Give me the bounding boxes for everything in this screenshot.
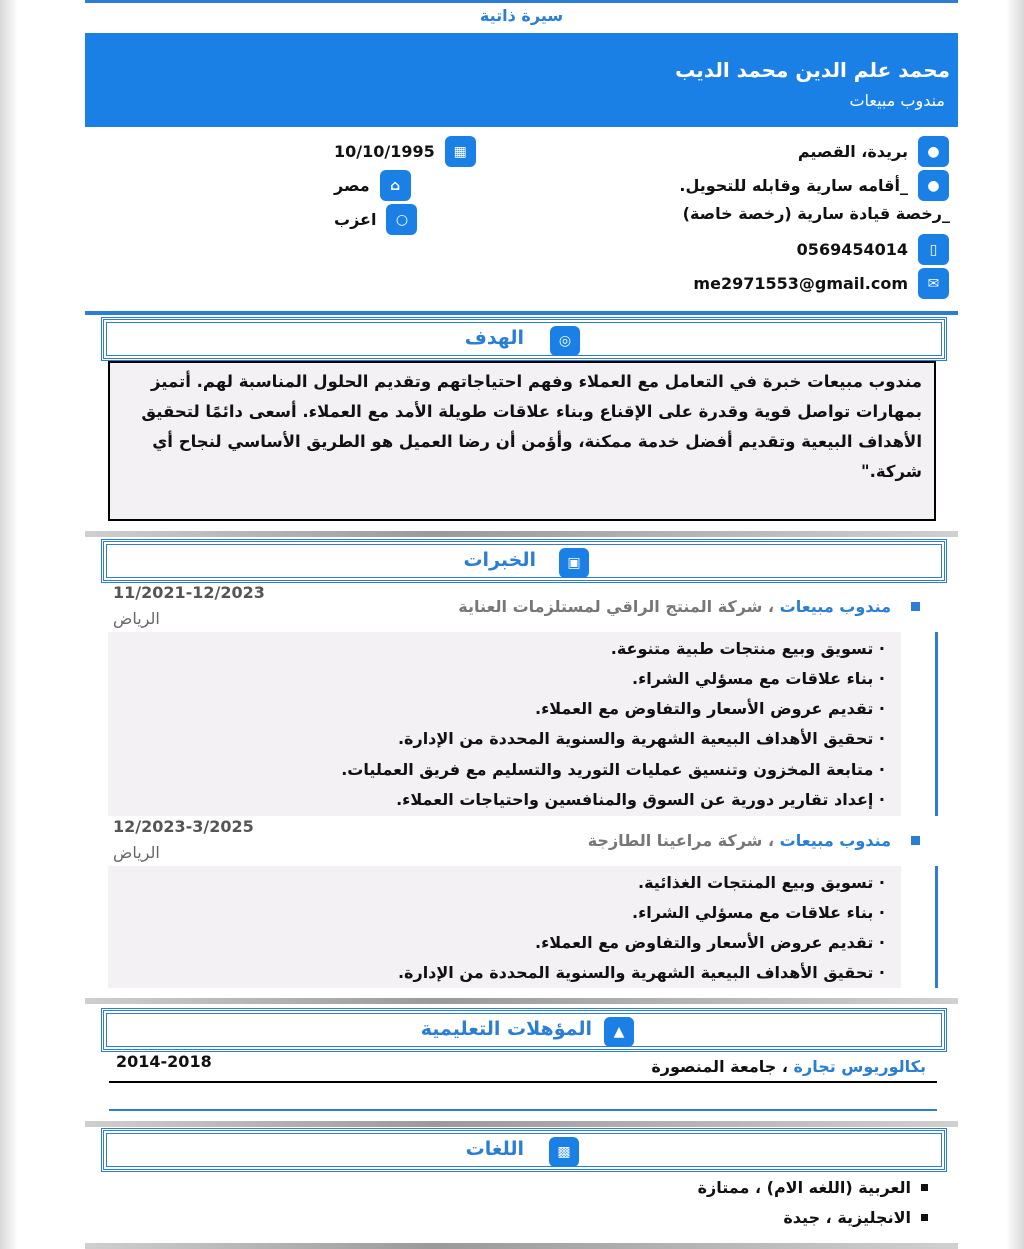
job-company: ، شركة المنتج الراقي لمستلزمات العناية xyxy=(458,597,775,616)
language-icon: ▩ xyxy=(549,1137,579,1167)
info-email-text[interactable]: me2971553@gmail.com xyxy=(693,274,908,293)
language-item xyxy=(783,1208,928,1227)
education-entry xyxy=(651,1057,926,1076)
duty-item: · تحقيق الأهداف البيعية الشهرية والسنوية المحددة من الإدارة. xyxy=(397,729,885,748)
bullet-icon xyxy=(921,1184,928,1191)
duty-item: · إعداد تقارير دورية عن السوق والمنافسين واحتياجات العملاء. xyxy=(396,790,885,809)
education-rule xyxy=(109,1109,937,1111)
experience-header xyxy=(101,539,947,583)
languages-header xyxy=(101,1128,947,1172)
section-divider xyxy=(85,1121,958,1127)
page-right-shadow xyxy=(1006,0,1024,1249)
section-divider xyxy=(85,531,958,537)
language-text: العربية (اللغه الام) ، ممتازة xyxy=(697,1178,911,1197)
job-duties-1 xyxy=(108,632,901,816)
page-left-shadow xyxy=(0,0,18,1249)
experience-title: الخبرات xyxy=(463,549,536,571)
info-birthdate xyxy=(334,136,476,167)
duty-item: · تحقيق الأهداف البيعية الشهرية والسنوية المحددة من الإدارة. xyxy=(397,963,885,982)
document-title: سيرة ذاتية xyxy=(479,6,564,25)
education-degree: بكالوريوس تجارة xyxy=(793,1057,926,1076)
info-nationality xyxy=(334,170,411,201)
job-company: ، شركة مراعينا الطازجة xyxy=(587,831,775,850)
briefcase-icon: ▣ xyxy=(559,548,589,578)
objective-text: مندوب مبيعات خبرة في التعامل مع العملاء وفهم احتياجاتهم وتقديم الحلول المناسبة لهم. أتميز بمهارات تواصل قوية وقدرة على الإقناع وبناء علاقات طويلة الأمد مع العملاء. أسعى دائمًا لتحقيق الأهداف البيعية وتقديم أفضل خدمة ممكنة، وأؤمن أن رضا العميل هو الطريق الأساسي لنجاح أي شركة." xyxy=(108,361,936,521)
job-dates: 11/2021-12/2023 xyxy=(113,583,265,602)
info-email xyxy=(693,268,949,299)
info-license xyxy=(683,204,950,223)
location-pin-icon: ● xyxy=(918,136,949,167)
duty-item: · بناء علاقات مع مسؤلي الشراء. xyxy=(631,903,885,922)
resume-sheet xyxy=(85,0,958,1249)
job-bullet xyxy=(911,836,920,845)
home-icon: ⌂ xyxy=(380,170,411,201)
job-role: مندوب مبيعات xyxy=(779,597,891,616)
location-pin-icon: ● xyxy=(918,170,949,201)
candidate-name: محمد علم الدين محمد الديب xyxy=(675,58,950,82)
job-title-2 xyxy=(588,831,891,850)
job-dates: 12/2023-3/2025 xyxy=(113,817,254,836)
info-marital-text: اعزب xyxy=(334,210,377,229)
info-phone xyxy=(797,234,949,265)
education-dates: 2014-2018 xyxy=(116,1052,212,1071)
info-residency xyxy=(679,170,949,201)
education-title: المؤهلات التعليمية xyxy=(420,1018,592,1040)
education-school: ، جامعة المنصورة xyxy=(651,1057,788,1076)
duties-rule xyxy=(935,632,938,816)
duty-item: · بناء علاقات مع مسؤلي الشراء. xyxy=(631,669,885,688)
duty-item: · تسويق وبيع منتجات طبية متنوعة. xyxy=(610,639,885,658)
section-divider xyxy=(85,1243,958,1249)
info-license-text: _رخصة قيادة سارية (رخصة خاصة) xyxy=(682,204,950,223)
objective-title: الهدف xyxy=(464,327,524,349)
info-nationality-text: مصر xyxy=(334,176,370,195)
mail-icon: ✉ xyxy=(918,268,949,299)
duty-item: · تقديم عروض الأسعار والتفاوض مع العملاء. xyxy=(534,699,885,718)
objective-header-frame xyxy=(106,322,942,356)
info-location-text: بريدة، القصيم xyxy=(797,142,908,161)
languages-title: اللغات xyxy=(465,1138,524,1160)
ring-icon: ○ xyxy=(386,204,417,235)
education-rule xyxy=(109,1081,937,1083)
education-header xyxy=(101,1008,947,1052)
calendar-icon: ▦ xyxy=(445,136,476,167)
info-phone-text: 0569454014 xyxy=(796,240,908,259)
job-city: الرياض xyxy=(113,609,160,628)
section-divider xyxy=(85,998,958,1004)
top-rule xyxy=(85,0,958,3)
graduation-cap-icon: ▲ xyxy=(604,1017,634,1047)
info-residency-text: _أقامه سارية وقابله للتحويل. xyxy=(679,176,908,195)
job-city: الرياض xyxy=(113,843,160,862)
duty-item: · متابعة المخزون وتنسيق عمليات التوريد والتسليم مع فريق العمليات. xyxy=(341,760,885,779)
section-divider xyxy=(85,311,958,315)
job-title-1 xyxy=(458,597,891,616)
duty-item: · تقديم عروض الأسعار والتفاوض مع العملاء. xyxy=(534,933,885,952)
candidate-job-title: مندوب مبيعات xyxy=(849,91,945,110)
target-icon: ◎ xyxy=(550,326,580,356)
language-item xyxy=(698,1178,928,1197)
duties-rule xyxy=(935,866,938,988)
objective-header xyxy=(101,317,947,361)
duty-item: · تسويق وبيع المنتجات الغذائية. xyxy=(638,873,885,892)
job-role: مندوب مبيعات xyxy=(779,831,891,850)
info-marital xyxy=(334,204,417,235)
languages-header-frame xyxy=(106,1133,942,1167)
info-location xyxy=(798,136,949,167)
info-birthdate-text: 10/10/1995 xyxy=(334,142,435,161)
language-text: الانجليزية ، جيدة xyxy=(783,1208,911,1227)
phone-icon: ▯ xyxy=(918,234,949,265)
header-band xyxy=(85,33,958,127)
job-bullet xyxy=(911,602,920,611)
bullet-icon xyxy=(921,1214,928,1221)
